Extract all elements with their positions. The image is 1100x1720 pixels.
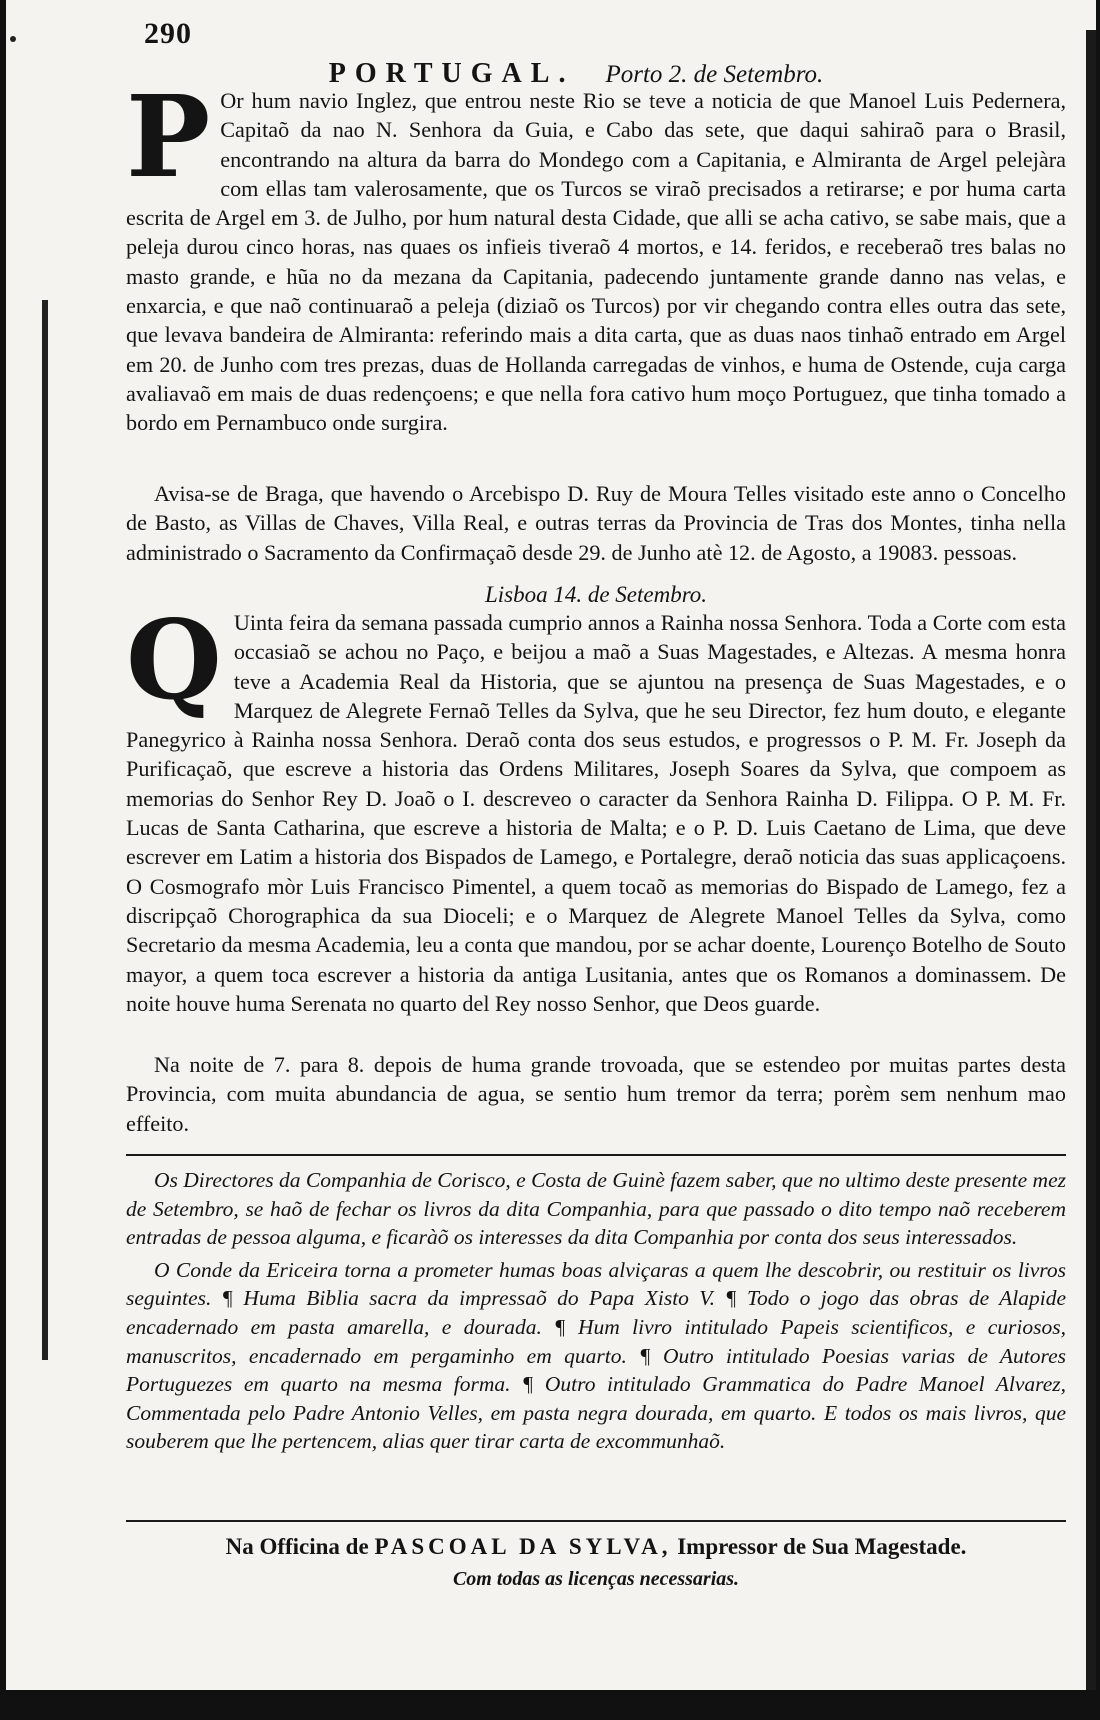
lisboa-dateline: Lisboa 14. de Setembro. xyxy=(484,582,708,607)
binding-edge xyxy=(42,300,48,1360)
braga-report xyxy=(126,479,1066,567)
imprint-prefix: Na Officina de xyxy=(225,1534,369,1559)
country-title: PORTUGAL. xyxy=(328,58,575,89)
porto-text: Or hum navio Inglez, que entrou neste Rio se teve a noticia de que Manoel Luis Pedernera, Capitaõ da nao N. Senhora da Guia, e Cabo das sete, que daqui sahiraõ para o Brasil, encontrando na altura da barra do Mondego com a Capitania, e Almiranta de Argel pelejàra com ellas tam valerosamente, que os Turcos se viraõ precisados a retirarse; e por huma carta escrita de Argel em 3. de Julho, por hum natural desta Cidade, que alli se acha cativo, se sabe mais, que a peleja durou cinco horas, nas quaes os infieis tiveraõ 4 mortos, e 14. feridos, e receberaõ tres balas no masto grande, e hũa no da mezana da Capitania, padecendo juntamente grande danno nas velas, e enxarcia, e que naõ continuaraõ a peleja (diziaõ os Turcos) por vir chegando contra elles outra das sete, que levava bandeira de Almiranta: referindo mais a dita carta, que as duas naos tinhaõ entrado em Argel em 20. de Junho com tres prezas, duas de Hollanda carregadas de vinhos, e huma de Ostende, cuja carga avaliavaõ em mais de duas redençoens; e que nella fora cativo hum moço Portuguez, que tinha tomado a bordo em Pernambuco onde surgira. xyxy=(126,88,1066,436)
braga-text: Avisa-se de Braga, que havendo o Arcebispo D. Ruy de Moura Telles visitado este anno o Concelho de Basto, as Villas de Chaves, Villa Real, e outras terras da Provincia de Tras dos Montes, tinha nella administrado o Sacramento da Confirmaçaõ desde 29. de Junho atè 12. de Agosto, a 19083. pessoas. xyxy=(126,481,1066,565)
company-notice: Os Directores da Companhia de Corisco, e Costa de Guinè fazem saber, que no ultimo deste presente mez de Setembro, se haõ de fechar os livros da dita Companhia, para que passado o dito tempo naõ receberem entradas de pessoa alguma, e ficaràõ os interesses da dita Companhia por conta dos seus interessados. xyxy=(126,1168,1066,1250)
lisboa-text: Uinta feira da semana passada cumprio annos a Rainha nossa Senhora. Toda a Corte com esta occasiaõ se achou no Paço, e beijou a maõ a Suas Magestades, e Altezas. A mesma honra teve a Academia Real da Historia, que se ajuntou na presença de Suas Magestades, e o Marquez de Alegrete Fernaõ Telles da Sylva, que he seu Director, fez hum douto, e elegante Panegyrico à Rainha nossa Senhora. Deraõ conta dos seus estudos, e progressos o P. M. Fr. Joseph da Purificaçaõ, que escreve a historia das Ordens Militares, Joseph Soares da Sylva, que compoem as memorias do Senhor Rey D. Joaõ o I. descreveo o caracter da Senhora Rainha D. Filippa. O P. M. Fr. Lucas de Santa Catharina, que escreve a historia de Malta; e o P. D. Luis Caetano de Lima, que deve escrever em Latim a historia dos Bispados de Lamego, e Portalegre, deraõ noticia das suas applicaçoens. O Cosmografo mòr Luis Francisco Pimentel, a quem tocaõ as memorias do Bispado de Lamego, fez a discripçaõ Chorographica da sua Dioceli; e o Marquez de Alegrete Manoel Telles da Sylva, como Secretario da mesma Academia, leu a conta que mandou, por se achar doente, Lourenço Botelho de Souto mayor, a quem toca escrever a historia da antiga Lusitania, antes que os Romanos a dominassem. De noite houve huma Serenata no quarto del Rey nosso Senhor, que Deos guarde. xyxy=(126,610,1066,1016)
storm-text: Na noite de 7. para 8. depois de huma grande trovoada, que se estendeo por muitas partes desta Provincia, com muita abundancia de agua, se sentio hum tremor da terra; porèm sem nenhum mao effeito. xyxy=(126,1052,1066,1136)
porto-dateline: Porto 2. de Setembro. xyxy=(605,61,824,88)
divider-rule xyxy=(126,1154,1066,1156)
imprint-footer xyxy=(126,1532,1066,1593)
storm-report xyxy=(126,1050,1066,1138)
page-number: 290 xyxy=(144,17,192,50)
imprint-suffix: Impressor de Sua Magestade. xyxy=(677,1534,967,1559)
printer-name: PASCOAL DA SYLVA, xyxy=(374,1534,672,1559)
footer-rule xyxy=(126,1520,1066,1522)
lost-books-notice: O Conde da Ericeira torna a prometer humas boas alviçaras a quem lhe descobrir, ou restituir os livros seguintes. ¶ Huma Biblia sacra da impressaõ do Papa Xisto V. ¶ Todo o jogo das obras de Alapide encadernado em pasta amarella, e dourada. ¶ Hum livro intitulado Papeis scientificos, e curiosos, manuscritos, encadernado em pergaminho em quarto. ¶ Outro intitulado Poesias varias de Autores Portuguezes em quarto na mesma forma. ¶ Outro intitulado Grammatica do Padre Manoel Alvarez, Commentada pelo Padre Antonio Velles, em pasta negra dourada, em quarto. E todos os mais livros, que souberem que lhe pertencem, alias quer tirar carta de excommunhaõ. xyxy=(126,1257,1066,1454)
lisboa-report xyxy=(126,595,1066,1018)
license-line: Com todas as licenças necessarias. xyxy=(452,1568,740,1591)
scan-edge-bottom xyxy=(0,1690,1100,1720)
dropcap-q: Q xyxy=(126,595,222,724)
ink-speck xyxy=(10,36,16,42)
imprint-line xyxy=(126,1532,1066,1562)
notices-block xyxy=(126,1166,1066,1460)
scan-edge-right xyxy=(1086,30,1096,1690)
newspaper-page xyxy=(6,0,1096,1690)
dropcap-p: P xyxy=(126,72,211,203)
